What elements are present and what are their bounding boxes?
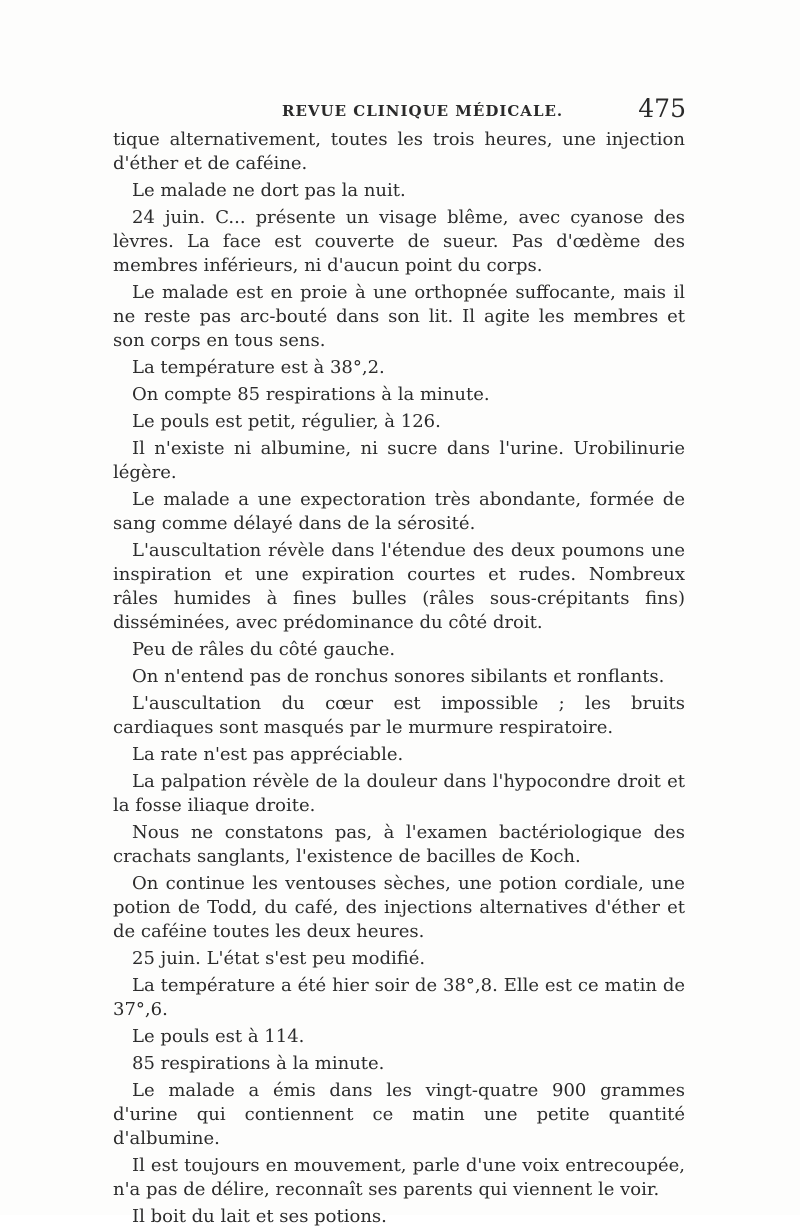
paragraph: La palpation révèle de la douleur dans l'hypocondre droit et la fosse iliaque droite.	[113, 771, 685, 816]
paragraph: On n'entend pas de ronchus sonores sibilants et ronflants.	[132, 666, 665, 687]
paragraph: L'auscultation du cœur est impossible ; les bruits cardiaques sont masqués par le murmure respiratoire.	[113, 693, 685, 738]
body-text	[113, 128, 685, 1232]
paragraph: Le malade a émis dans les vingt-quatre 900 grammes d'urine qui contiennent ce matin une petite quantité d'albumine.	[113, 1080, 685, 1149]
paragraph-continuation: tique alternativement, toutes les trois heures, une injection d'éther et de caféine.	[113, 129, 685, 174]
paragraph: On compte 85 respirations à la minute.	[132, 384, 490, 405]
paragraph: Le pouls est à 114.	[132, 1026, 305, 1047]
paragraph: Il boit du lait et ses potions.	[132, 1206, 387, 1227]
paragraph: L'auscultation révèle dans l'étendue des deux poumons une inspiration et une expiration courtes et rudes. Nombreux râles humides à fines bulles (râles sous-crépitants fins) disséminées, avec prédominance du côté droit.	[113, 540, 685, 633]
paragraph: La température a été hier soir de 38°,8. Elle est ce matin de 37°,6.	[113, 975, 685, 1020]
paragraph: Peu de râles du côté gauche.	[132, 639, 396, 660]
page-header	[110, 94, 686, 128]
paragraph: Il n'existe ni albumine, ni sucre dans l'urine. Urobilinurie légère.	[113, 438, 685, 483]
paragraph: Nous ne constatons pas, à l'examen bactériologique des crachats sanglants, l'existence de bacilles de Koch.	[113, 822, 685, 867]
paragraph: Il est toujours en mouvement, parle d'une voix entrecoupée, n'a pas de délire, reconnaît ses parents qui viennent le voir.	[113, 1155, 685, 1200]
paragraph: 25 juin. L'état s'est peu modifié.	[132, 948, 426, 969]
paragraph: 24 juin. C... présente un visage blême, avec cyanose des lèvres. La face est couverte de sueur. Pas d'œdème des membres inférieurs, ni d'aucun point du corps.	[113, 207, 685, 276]
page-number: 475	[638, 94, 686, 123]
paragraph: On continue les ventouses sèches, une potion cordiale, une potion de Todd, du café, des injections alternatives d'éther et de caféine toutes les deux heures.	[113, 873, 685, 942]
paragraph: 85 respirations à la minute.	[132, 1053, 385, 1074]
paragraph: La rate n'est pas appréciable.	[132, 744, 404, 765]
paragraph: La température est à 38°,2.	[132, 357, 385, 378]
paragraph: Le malade a une expectoration très abondante, formée de sang comme délayé dans de la sérosité.	[113, 489, 685, 534]
running-title: REVUE CLINIQUE MÉDICALE.	[282, 102, 564, 120]
paragraph: Le malade ne dort pas la nuit.	[132, 180, 406, 201]
paragraph: Le malade est en proie à une orthopnée suffocante, mais il ne reste pas arc-bouté dans son lit. Il agite les membres et son corps en tous sens.	[113, 282, 685, 351]
paragraph: Le pouls est petit, régulier, à 126.	[132, 411, 441, 432]
